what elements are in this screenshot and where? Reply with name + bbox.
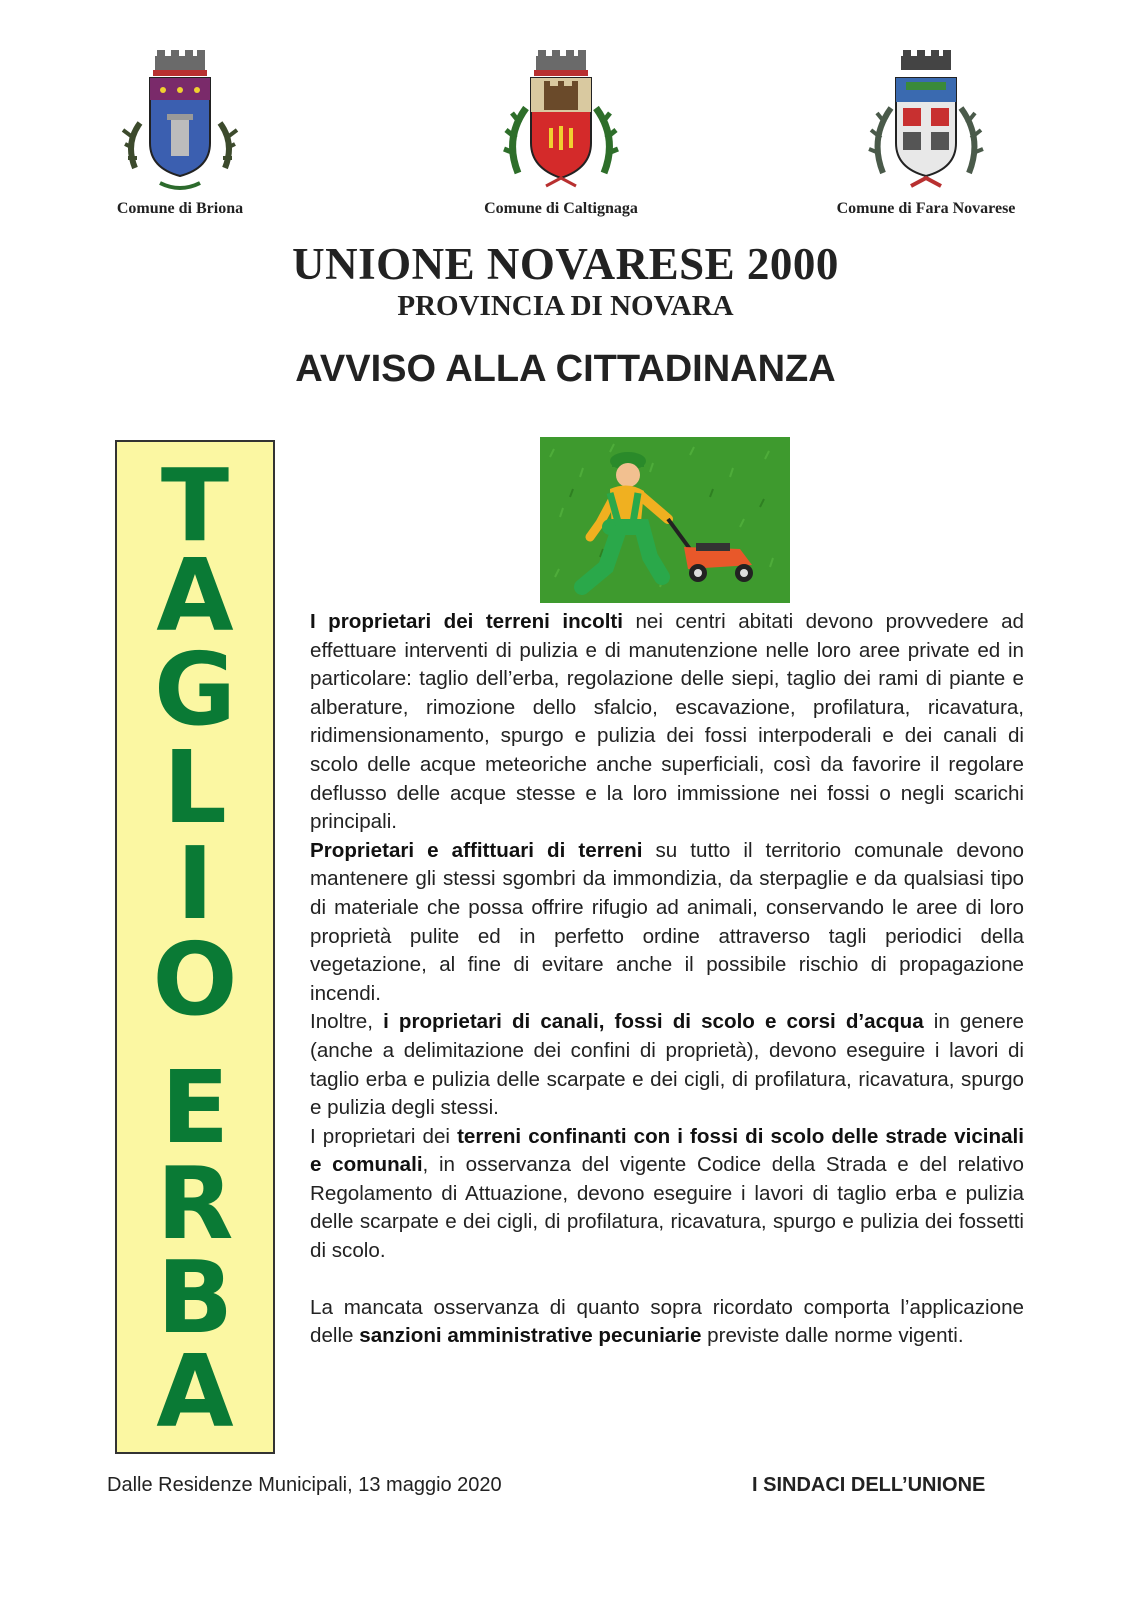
page-subtitle: PROVINCIA DI NOVARA <box>397 290 734 322</box>
banner-letter: B <box>156 1239 234 1356</box>
banner-letter: T <box>160 447 230 564</box>
crest-label-briona: Comune di Briona <box>116 200 244 217</box>
paragraph-affittuari <box>310 837 1024 1009</box>
footer-signature: I SINDACI DELL’UNIONE <box>752 1474 986 1496</box>
briona-coat-of-arms-icon <box>115 48 245 196</box>
banner-letter: G <box>153 631 237 748</box>
crest-fara-novarese <box>806 48 1046 218</box>
notice-body <box>310 608 1024 1351</box>
paragraph-text: Inoltre, <box>310 1010 384 1034</box>
emphasis: Proprietari e affittuari di terreni <box>310 838 643 862</box>
paragraph-text: su tutto il territorio comunale devono mantenere gli stessi sgombri da immondizia, da sterpaglie e da qualsiasi tipo di materiale che possa offrire rifugio ad animali, conservando le aree di loro proprietà pulite ed in perfetto ordine attraverso tagli periodici della vegetazione, al fine di evitare anche il possibile rischio di propagazione incendi. <box>310 838 1024 1005</box>
crest-label-fara-novarese: Comune di Fara Novarese <box>836 200 1016 217</box>
banner-letter: E <box>160 1049 230 1166</box>
paragraph-text: previste dalle norme vigenti. <box>701 1324 964 1348</box>
paragraph-text: in genere (anche a delimitazione dei confini di proprietà), devono eseguire i lavori di taglio erba e pulizia delle scarpate e dei cigli, di profilatura, ricavatura, spurgo e pulizia degli stessi. <box>310 1010 1024 1120</box>
banner-letter: L <box>163 729 227 846</box>
paragraph-text: nei centri abitati devono provvedere ad effettuare interventi di pulizia e di manutenzione nelle loro aree private ed in particolare: taglio dell’erba, regolazione delle siepi, taglio dei rami di piante e alberature, rimozione dello sfalcio, escavazione, profilatura, ricavatura, ridimensionamento, spurgo e pulizia dei fossi interpoderali e dei canali di scolo delle acque meteoriche anche superficiali, così da favorire il regolare deflusso delle acque stesse e la loro immissione nei fossi o negli scarichi principali. <box>310 610 1024 834</box>
banner-letter: R <box>156 1145 234 1262</box>
banner-letter: O <box>152 921 238 1038</box>
paragraph-text: La mancata osservanza di quanto sopra ricordato comporta l’applicazione delle <box>310 1295 1024 1348</box>
paragraph-incolti <box>310 608 1024 837</box>
crest-label-caltignaga: Comune di Caltignaga <box>484 200 638 217</box>
page-title: UNIONE NOVARESE 2000 <box>292 239 839 289</box>
banner-letter: I <box>176 825 214 942</box>
banner-letter: A <box>156 537 234 654</box>
lawn-mower-man-illustration-icon <box>540 437 790 603</box>
emphasis: i proprietari di canali, fossi di scolo e corsi d’acqua <box>383 1010 924 1034</box>
paragraph-sanzioni <box>310 1294 1024 1351</box>
taglio-erba-banner <box>115 440 275 1454</box>
caltignaga-coat-of-arms-icon <box>496 48 626 196</box>
crest-briona <box>60 48 300 218</box>
paragraph-text: I proprietari dei <box>310 1124 458 1148</box>
crest-caltignaga <box>441 48 681 218</box>
paragraph-canali <box>310 1008 1024 1122</box>
banner-letter: A <box>156 1333 234 1450</box>
footer-date-place: Dalle Residenze Municipali, 13 maggio 2020 <box>107 1474 502 1496</box>
emphasis: terreni confinanti con i fossi di scolo delle strade vicinali e comunali <box>310 1124 1024 1177</box>
emphasis: I proprietari dei terreni incolti <box>310 610 623 633</box>
paragraph-fossi-strade <box>310 1123 1024 1266</box>
emphasis: sanzioni amministrative pecuniarie <box>359 1324 702 1348</box>
paragraph-text: , in osservanza del vigente Codice della Strada e del relativo Regolamento di Attuazione, devono eseguire i lavori di taglio erba e pulizia delle scarpate e dei cigli, di profilatura, ricavatura, spurgo e pulizia dei fossetti di scolo. <box>310 1153 1024 1263</box>
fara-novarese-coat-of-arms-icon <box>861 48 991 196</box>
notice-heading: AVVISO ALLA CITTADINANZA <box>295 348 836 390</box>
